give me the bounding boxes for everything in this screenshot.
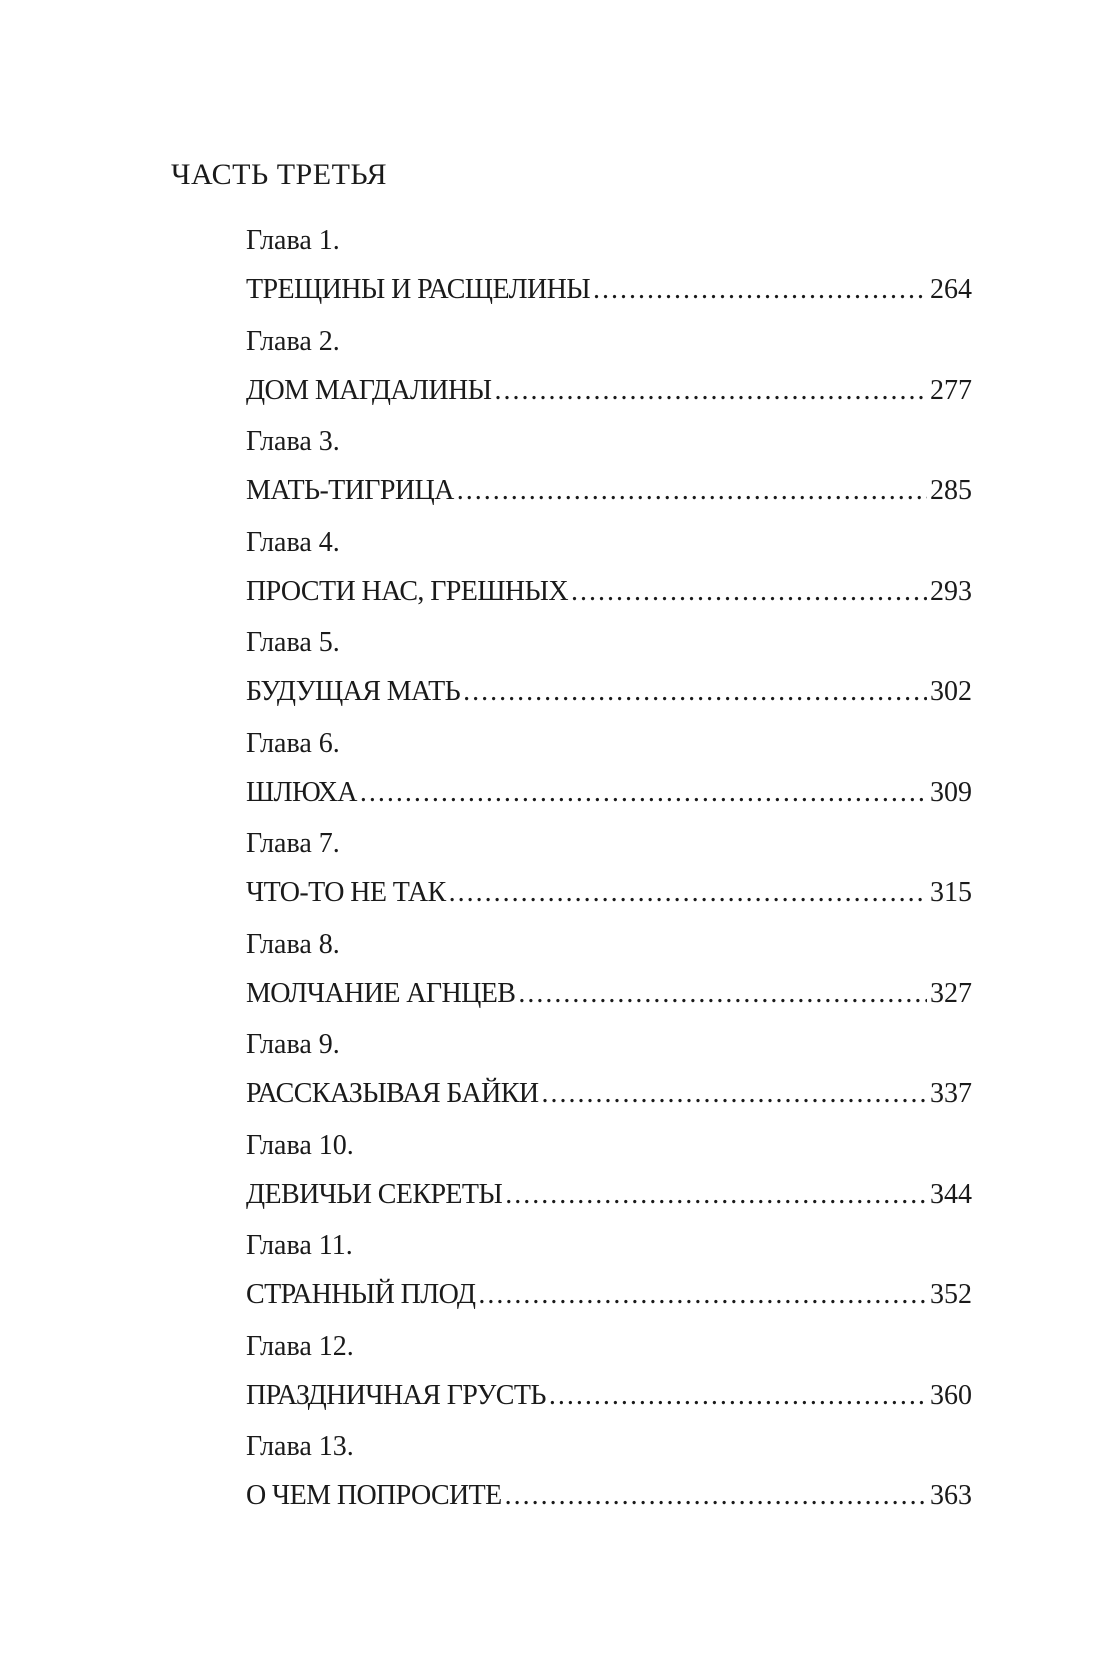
- chapter-title-line: [246, 1075, 972, 1113]
- page-number: 302: [930, 676, 972, 707]
- toc-entry: [246, 1328, 972, 1429]
- chapter-title: МАТЬ-ТИГРИЦА: [246, 475, 454, 506]
- toc-entry: [246, 323, 972, 424]
- chapter-title: ПРОСТИ НАС, ГРЕШНЫХ: [246, 575, 568, 607]
- page-number: 352: [930, 1279, 972, 1310]
- chapter-label: Глава 7.: [246, 828, 340, 859]
- page-number: 277: [930, 374, 972, 406]
- chapter-title: ЧТО-ТО НЕ ТАК: [246, 877, 446, 908]
- toc-entry: [246, 926, 972, 1027]
- chapter-label: Глава 2.: [246, 325, 340, 357]
- chapter-title: ШЛЮХА: [246, 776, 357, 808]
- chapter-title: О ЧЕМ ПОПРОСИТЕ: [246, 1480, 502, 1511]
- chapter-label: Глава 8.: [246, 928, 340, 960]
- dot-leader: [449, 874, 927, 912]
- page-number: 264: [930, 274, 972, 305]
- chapter-title: ДЕВИЧЬИ СЕКРЕТЫ: [246, 1178, 503, 1210]
- dot-leader: [478, 1276, 927, 1314]
- dot-leader: [571, 573, 927, 611]
- dot-leader: [549, 1377, 927, 1415]
- chapter-title: РАССКАЗЫВАЯ БАЙКИ: [246, 1078, 539, 1109]
- dot-leader: [463, 673, 927, 711]
- dot-leader: [541, 1075, 927, 1113]
- chapter-title: ТРЕЩИНЫ И РАСЩЕЛИНЫ: [246, 274, 591, 305]
- part-title: ЧАСТЬ ТРЕТЬЯ: [171, 158, 388, 191]
- page-number: 309: [930, 776, 972, 808]
- chapter-label: Глава 6.: [246, 727, 340, 759]
- dot-leader: [593, 271, 927, 309]
- chapter-label: Глава 3.: [246, 426, 340, 457]
- toc-entry: [246, 1127, 972, 1228]
- toc-entry: [246, 524, 972, 625]
- page-number: 293: [930, 575, 972, 607]
- chapter-title-line: [246, 372, 972, 410]
- page-number: 315: [930, 877, 972, 908]
- dot-leader: [505, 1176, 927, 1214]
- chapter-title: БУДУЩАЯ МАТЬ: [246, 676, 461, 707]
- chapter-title-line: [246, 472, 972, 510]
- chapter-label: Глава 5.: [246, 627, 340, 658]
- toc-entry: [246, 423, 972, 524]
- chapter-label: Глава 4.: [246, 526, 340, 558]
- chapter-title-line: [246, 1276, 972, 1314]
- page-number: 285: [930, 475, 972, 506]
- chapter-label: Глава 13.: [246, 1431, 354, 1462]
- chapter-title-line: [246, 1176, 972, 1214]
- chapter-title-line: [246, 673, 972, 711]
- toc-entry: [246, 624, 972, 725]
- dot-leader: [518, 975, 927, 1013]
- chapter-title-line: [246, 874, 972, 912]
- chapter-title-line: [246, 1377, 972, 1415]
- chapter-label: Глава 11.: [246, 1230, 353, 1261]
- chapter-label: Глава 12.: [246, 1330, 354, 1362]
- page-number: 360: [930, 1379, 972, 1411]
- chapter-label: Глава 1.: [246, 225, 340, 256]
- chapter-label: Глава 10.: [246, 1129, 354, 1161]
- chapter-title: ПРАЗДНИЧНАЯ ГРУСТЬ: [246, 1379, 546, 1411]
- chapter-title: ДОМ МАГДАЛИНЫ: [246, 374, 492, 406]
- toc-entry: [246, 222, 972, 323]
- toc-entry: [246, 725, 972, 826]
- table-of-contents: [246, 222, 972, 1529]
- chapter-title: СТРАННЫЙ ПЛОД: [246, 1279, 476, 1310]
- page-number: 344: [930, 1178, 972, 1210]
- toc-entry: [246, 825, 972, 926]
- page-number: 327: [930, 977, 972, 1009]
- chapter-title-line: [246, 774, 972, 812]
- chapter-label: Глава 9.: [246, 1029, 340, 1060]
- dot-leader: [457, 472, 927, 510]
- chapter-title-line: [246, 975, 972, 1013]
- dot-leader: [505, 1477, 927, 1515]
- chapter-title-line: [246, 1477, 972, 1515]
- toc-entry: [246, 1227, 972, 1328]
- chapter-title: МОЛЧАНИЕ АГНЦЕВ: [246, 977, 516, 1009]
- toc-entry: [246, 1026, 972, 1127]
- dot-leader: [360, 774, 927, 812]
- page-number: 363: [930, 1480, 972, 1511]
- chapter-title-line: [246, 271, 972, 309]
- chapter-title-line: [246, 573, 972, 611]
- page-number: 337: [930, 1078, 972, 1109]
- toc-entry: [246, 1428, 972, 1529]
- dot-leader: [494, 372, 927, 410]
